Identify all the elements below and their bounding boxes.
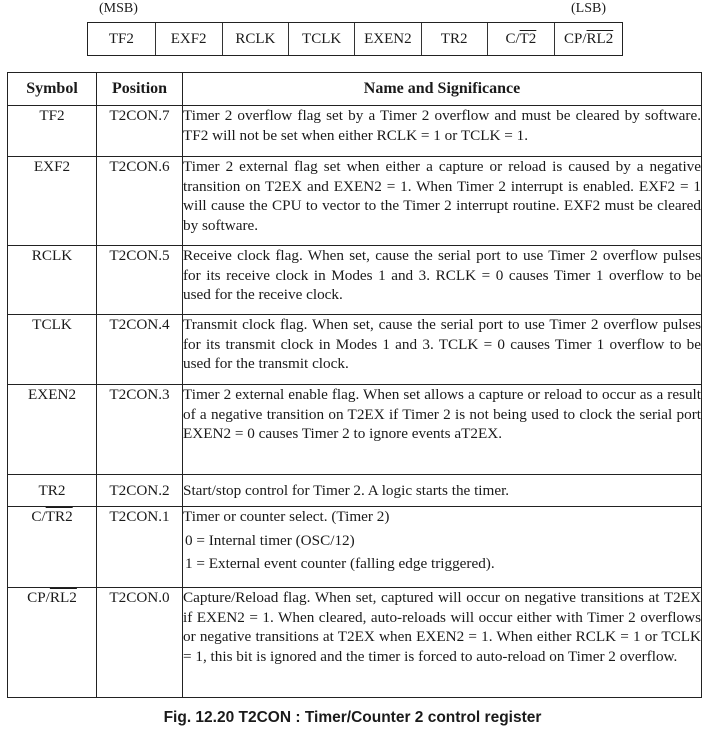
- table-row: [8, 315, 702, 385]
- msb-label: (MSB): [99, 1, 138, 16]
- symbol-text: TCLK: [32, 316, 72, 333]
- table-row: [8, 106, 702, 157]
- figure-caption: Fig. 12.20 T2CON : Timer/Counter 2 control register: [163, 709, 542, 726]
- register-bit: [355, 23, 422, 55]
- description-cell: [183, 385, 702, 475]
- table-row: [8, 507, 702, 588]
- bit-label: EXF2: [170, 30, 207, 47]
- description-cell: [183, 588, 702, 698]
- position-cell: T2CON.6: [97, 157, 183, 246]
- register-bit: [88, 23, 156, 55]
- symbol-cell: [8, 588, 97, 698]
- description-cell: [183, 246, 702, 315]
- symbol-cell: [8, 315, 97, 385]
- register-bit: [422, 23, 488, 55]
- description-cell: [183, 475, 702, 507]
- symbol-cell: [8, 157, 97, 246]
- register-bit: [488, 23, 556, 55]
- description-cell: [183, 507, 702, 588]
- position-cell: T2CON.3: [97, 385, 183, 475]
- symbol-cell: [8, 106, 97, 157]
- bit-label: TCLK: [302, 30, 342, 47]
- register-bit: [156, 23, 223, 55]
- description-text: Timer 2 overflow flag set by a Timer 2 overflow and must be cleared by software. TF2 will not be set when either RCLK = 1 or TCLK = 1.: [183, 107, 701, 144]
- symbol-overline-text: TR2: [45, 508, 73, 525]
- symbol-cell: [8, 246, 97, 315]
- table-row: [8, 475, 702, 507]
- bit-label: TR2: [440, 30, 468, 47]
- description-text: Timer or counter select. (Timer 2): [183, 508, 390, 525]
- description-cell: [183, 106, 702, 157]
- description-cell: [183, 315, 702, 385]
- symbol-text: TR2: [38, 482, 66, 499]
- register-bit-bar: [87, 22, 623, 56]
- description-text: Timer 2 external flag set when either a capture or reload is caused by a negative transition on T2EX and EXEN2 = 1. When Timer 2 interrupt is enabled. EXF2 = 1 will cause the CPU to vector to the Timer 2 interrupt routine. EXF2 must be cleared by software.: [183, 158, 701, 234]
- position-cell: T2CON.1: [97, 507, 183, 588]
- position-cell: T2CON.0: [97, 588, 183, 698]
- register-bit: [223, 23, 290, 55]
- symbol-text: TF2: [39, 107, 65, 124]
- symbol-overline-text: RL2: [49, 589, 77, 606]
- symbol-text: EXF2: [33, 158, 71, 175]
- table-row: [8, 588, 702, 698]
- description-option: 0 = Internal timer (OSC/12): [185, 531, 355, 549]
- symbol-cell: [8, 507, 97, 588]
- bit-label: C/: [505, 30, 520, 47]
- table-header-row: [8, 73, 702, 106]
- bit-label: CP/: [564, 30, 587, 47]
- description-text: Transmit clock flag. When set, cause the serial port to use Timer 2 overflow pulses for its transmit clock in Modes 1 and 3. TCLK = 0 causes Timer 1 overflow to be used for the transmit clock.: [183, 316, 701, 372]
- symbol-text: C/: [31, 508, 46, 525]
- description-text: Receive clock flag. When set, cause the serial port to use Timer 2 overflow pulses for its receive clock in Modes 1 and 3. RCLK = 0 causes Timer 1 overflow to be used for the receive clock.: [183, 247, 701, 303]
- symbol-text: EXEN2: [27, 386, 77, 403]
- header-name-significance: Name and Significance: [183, 73, 702, 106]
- bit-label-overline: RL2: [586, 30, 614, 47]
- table-row: [8, 157, 702, 246]
- description-cell: [183, 157, 702, 246]
- bit-label: EXEN2: [364, 30, 412, 47]
- register-bit: [289, 23, 355, 55]
- register-bit: [555, 23, 622, 55]
- table-row: [8, 246, 702, 315]
- description-text: Start/stop control for Timer 2. A logic starts the timer.: [183, 482, 510, 499]
- description-text: Timer 2 external enable flag. When set allows a capture or reload to occur as a result of a negative transition on T2EX if Timer 2 is not being used to clock the serial port EXEN2 = 0 causes Timer 2 to ignore events aT2EX.: [183, 386, 701, 442]
- position-cell: T2CON.5: [97, 246, 183, 315]
- position-cell: T2CON.4: [97, 315, 183, 385]
- bit-label: RCLK: [235, 30, 276, 47]
- position-cell: T2CON.2: [97, 475, 183, 507]
- symbol-cell: [8, 475, 97, 507]
- position-cell: T2CON.7: [97, 106, 183, 157]
- header-symbol: Symbol: [8, 73, 97, 106]
- header-position: Position: [97, 73, 183, 106]
- symbol-cell: [8, 385, 97, 475]
- t2con-table: [7, 72, 702, 698]
- symbol-text: RCLK: [31, 247, 73, 264]
- lsb-label: (LSB): [571, 1, 606, 16]
- description-option: 1 = External event counter (falling edge triggered).: [185, 555, 495, 572]
- bit-label-overline: T2: [519, 30, 537, 47]
- table-row: [8, 385, 702, 475]
- symbol-text: CP/: [27, 589, 50, 606]
- description-text: Capture/Reload flag. When set, captured will occur on negative transitions at T2EX if EXEN2 = 1. When cleared, auto-reloads will occur either with Timer 2 overflows or negative transitions at T2EX when EXEN2 = 1. When either RCLK = 1 or TCLK = 1, this bit is ignored and the timer is forced to auto-reload on Timer 2 overflow.: [183, 589, 701, 665]
- bit-label: TF2: [108, 30, 134, 47]
